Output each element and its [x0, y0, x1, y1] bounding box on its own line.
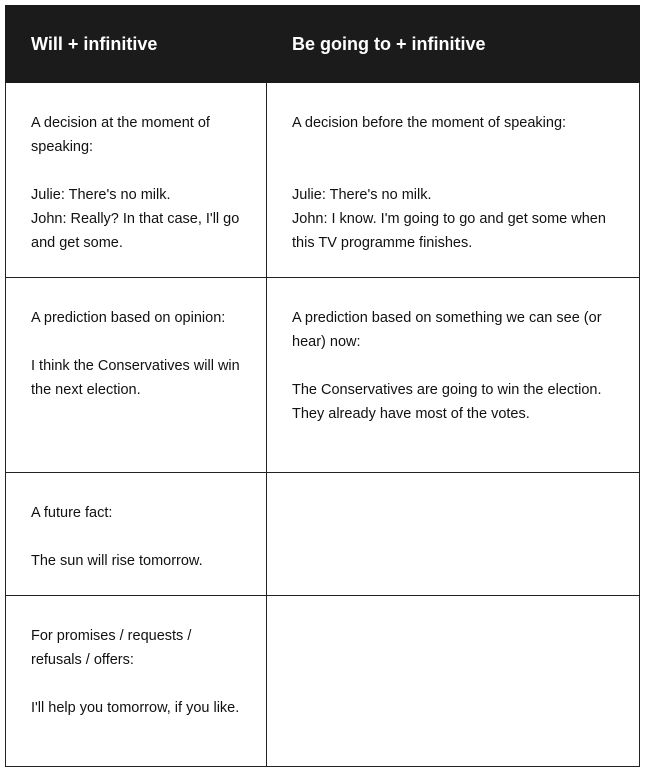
table-row	[6, 278, 640, 473]
example-line: Julie: There's no milk.	[292, 187, 432, 203]
table-row	[6, 596, 640, 767]
empty-cell	[267, 596, 640, 767]
table-cell	[6, 278, 267, 473]
usage-heading: For promises / requests / refusals / offers:	[31, 628, 192, 668]
table-row	[6, 83, 640, 278]
table-cell	[6, 83, 267, 278]
header-be-going-to-infinitive: Be going to + infinitive	[267, 6, 640, 83]
table-row	[6, 473, 640, 596]
grammar-comparison-table	[5, 5, 640, 767]
table-cell	[6, 473, 267, 596]
header-will-infinitive: Will + infinitive	[6, 6, 267, 83]
usage-heading: A decision at the moment of speaking:	[31, 115, 210, 155]
example-line: John: Really? In that case, I'll go and get some.	[31, 211, 240, 251]
example-line: I'll help you tomorrow, if you like.	[31, 700, 240, 716]
example-line: Julie: There's no milk.	[31, 187, 171, 203]
usage-heading: A prediction based on opinion:	[31, 310, 226, 326]
table-cell	[267, 278, 640, 473]
usage-heading: A decision before the moment of speaking:	[292, 115, 567, 131]
table-header-row	[6, 6, 640, 83]
example-line: The Conservatives are going to win the election. They already have most of the votes.	[292, 382, 602, 422]
usage-heading: A future fact:	[31, 505, 113, 521]
usage-heading: A prediction based on something we can see (or hear) now:	[292, 310, 602, 350]
example-line: The sun will rise tomorrow.	[31, 553, 203, 569]
table-cell	[267, 83, 640, 278]
table-cell	[6, 596, 267, 767]
example-line: John: I know. I'm going to go and get some when this TV programme finishes.	[292, 211, 606, 251]
empty-cell	[267, 473, 640, 596]
example-line: I think the Conservatives will win the next election.	[31, 358, 240, 398]
